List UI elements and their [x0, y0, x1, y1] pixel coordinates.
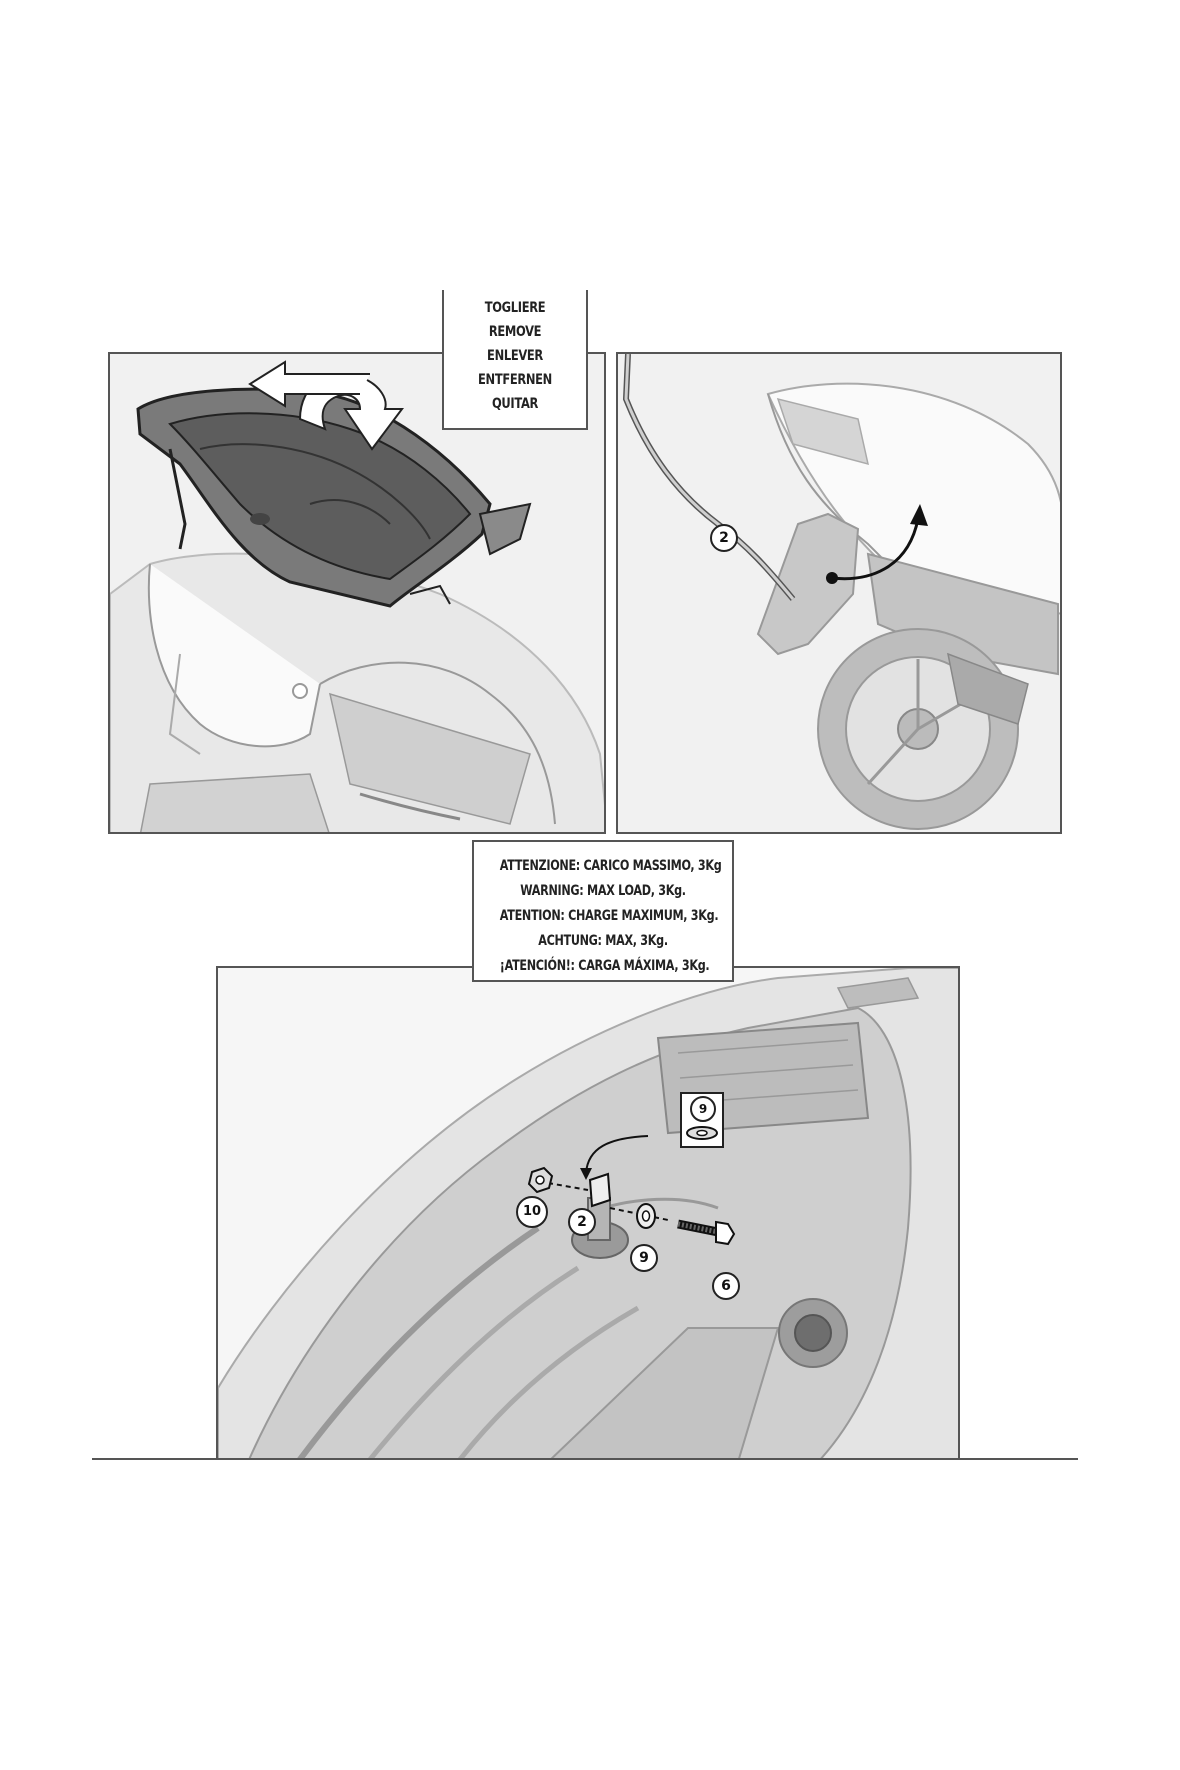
warning-line-de: ACHTUNG: MAX, 3Kg.	[538, 933, 668, 949]
max-load-warning-box	[472, 840, 734, 982]
callout-bracket-2: 2	[568, 1208, 596, 1236]
rear-mount-drawing	[618, 354, 1062, 834]
warning-line-it: ATTENZIONE: CARICO MASSIMO, 3Kg	[499, 858, 722, 874]
callout-nut-10: 10	[516, 1196, 548, 1228]
remove-label-it: TOGLIERE	[484, 300, 546, 316]
remove-label-es: QUITAR	[491, 396, 539, 412]
illustration-bolt-assembly	[216, 966, 960, 1460]
remove-label-en: REMOVE	[488, 324, 542, 340]
washer-detail-box	[680, 1092, 724, 1148]
remove-instruction-box	[442, 290, 588, 430]
callout-part-2: 2	[710, 524, 738, 552]
callout-washer-top: 9	[690, 1096, 716, 1122]
bottom-divider	[92, 1458, 1078, 1460]
warning-line-es: ¡ATENCIÓN!: CARGA MÁXIMA, 3Kg.	[499, 958, 710, 974]
illustration-rear-mount	[616, 352, 1062, 834]
callout-washer-9: 9	[630, 1244, 658, 1272]
warning-line-fr: ATENTION: CHARGE MAXIMUM, 3Kg.	[499, 908, 719, 924]
remove-label-fr: ENLEVER	[487, 348, 543, 364]
callout-bolt-6: 6	[712, 1272, 740, 1300]
remove-label-de: ENTFERNEN	[478, 372, 552, 388]
warning-line-en: WARNING: MAX LOAD, 3Kg.	[520, 883, 686, 899]
washer-icon	[682, 1124, 722, 1144]
